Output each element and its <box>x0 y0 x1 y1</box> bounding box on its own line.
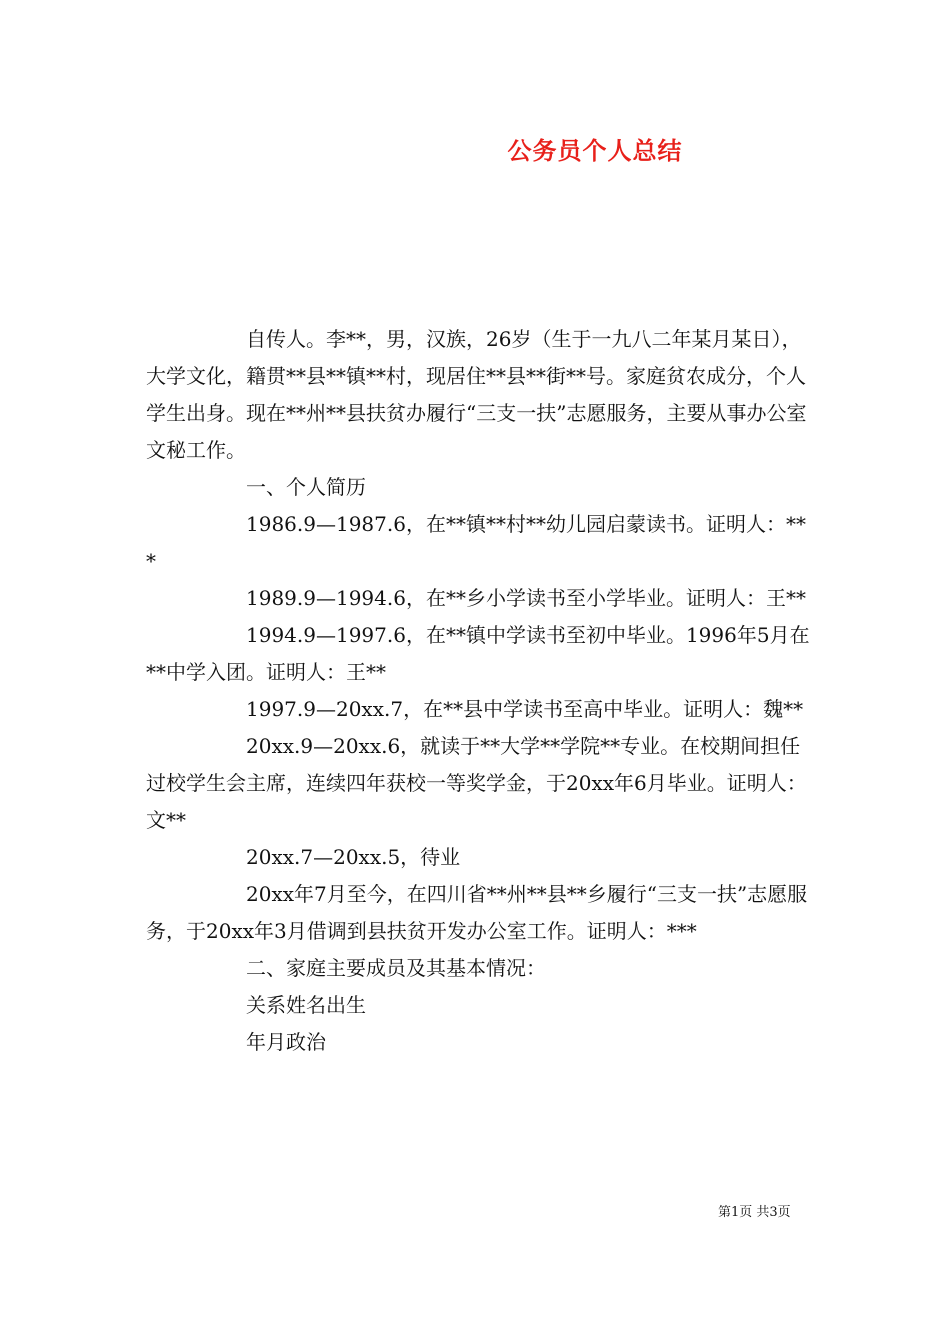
resume-entry: 1994.9—1997.6，在**镇中学读书至初中毕业。1996年5月在**中学入团。证明人：王** <box>146 623 810 684</box>
section-heading-family: 二、家庭主要成员及其基本情况： <box>246 956 546 980</box>
document-title: 公务员个人总结 <box>507 136 683 165</box>
resume-entry: 20xx.9—20xx.6，就读于**大学**学院**专业。在校期间担任过校学生会主席，连续四年获校一等奖学金，于20xx年6月毕业。证明人：文** <box>146 734 807 832</box>
resume-entry: 1986.9—1987.6，在**镇**村**幼儿园启蒙读书。证明人：*** <box>146 512 806 573</box>
family-table-header: 年月政治 <box>246 1030 326 1054</box>
section-heading-resume: 一、个人简历 <box>246 475 366 499</box>
paragraph-intro: 自传人。李**，男，汉族，26岁（生于一九八二年某月某日），大学文化，籍贯**县**镇**村，现居住**县**街**号。家庭贫农成分，个人学生出身。现在**州**县扶贫办履行“三支一扶”志愿服务，主要从事办公室文秘工作。 <box>146 327 807 462</box>
family-table-header: 关系姓名出生 <box>246 993 366 1017</box>
resume-entry: 1997.9—20xx.7，在**县中学读书至高中毕业。证明人：魏** <box>246 697 804 721</box>
resume-entry: 20xx年7月至今，在四川省**州**县**乡履行“三支一扶”志愿服务，于20xx年3月借调到县扶贫开发办公室工作。证明人：*** <box>146 882 808 943</box>
resume-entry: 20xx.7—20xx.5，待业 <box>246 845 461 869</box>
document-body <box>146 321 814 1061</box>
resume-entry: 1989.9—1994.6，在**乡小学读书至小学毕业。证明人：王** <box>246 586 806 610</box>
page-number: 第1页 共3页 <box>718 1205 791 1220</box>
